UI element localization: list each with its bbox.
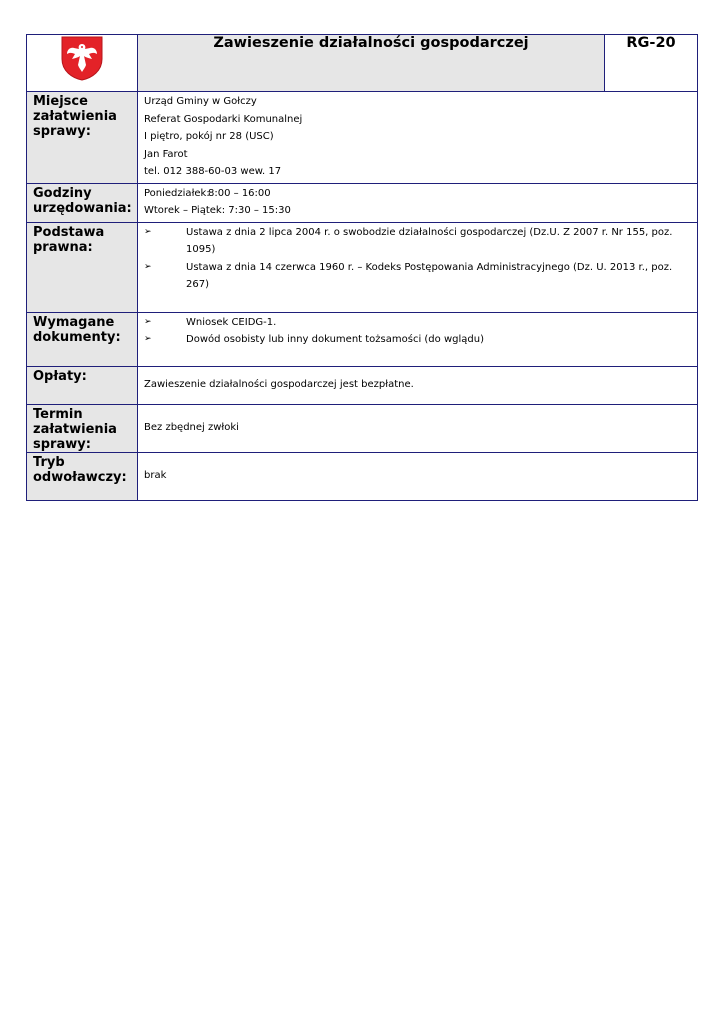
page-title: Zawieszenie działalności gospodarczej — [138, 35, 605, 92]
label-fees: Opłaty: — [27, 366, 138, 404]
hours-day-monday: Poniedziałek: — [144, 187, 210, 199]
legal-item-1: Ustawa z dnia 2 lipca 2004 r. o swobodzie działalności gospodarczej (Dz.U. Z 2007 r. Nr 155, poz. 1095) — [186, 226, 673, 255]
label-hours: Godziny urzędowania: — [27, 183, 138, 222]
procedure-code: RG-20 — [605, 35, 698, 92]
row-legal — [27, 222, 698, 312]
value-legal — [138, 222, 698, 312]
value-place — [138, 92, 698, 184]
row-documents — [27, 312, 698, 366]
arrow-bullet-icon: ➢ — [144, 261, 152, 272]
row-place — [27, 92, 698, 184]
arrow-bullet-icon: ➢ — [144, 316, 152, 327]
list-item — [144, 331, 691, 349]
document-item-2: Dowód osobisty lub inny dokument tożsamości (do wglądu) — [186, 334, 484, 345]
arrow-bullet-icon: ➢ — [144, 226, 152, 237]
list-item — [144, 224, 691, 259]
document-item-1: Wniosek CEIDG-1. — [186, 316, 277, 328]
hours-line-tue-fri: Wtorek – Piątek: 7:30 – 15:30 — [144, 205, 291, 216]
label-place: Miejsce załatwienia sprawy: — [27, 92, 138, 184]
logo-cell — [27, 35, 138, 92]
label-appeal: Tryb odwoławczy: — [27, 452, 138, 500]
hours-time-monday: 8:00 – 16:00 — [208, 187, 271, 199]
place-office: Urząd Gminy w Gołczy — [144, 96, 257, 107]
value-fees: Zawieszenie działalności gospodarczej jest bezpłatne. — [138, 366, 698, 404]
place-phone: tel. 012 388-60-03 wew. 17 — [144, 166, 282, 177]
row-appeal — [27, 452, 698, 500]
coat-of-arms-icon — [60, 35, 104, 81]
place-room: I piętro, pokój nr 28 (USC) — [144, 131, 274, 142]
row-hours — [27, 183, 698, 222]
list-item — [144, 259, 691, 294]
value-appeal: brak — [138, 452, 698, 500]
value-hours — [138, 183, 698, 222]
row-deadline — [27, 404, 698, 452]
arrow-bullet-icon: ➢ — [144, 334, 152, 344]
place-department: Referat Gospodarki Komunalnej — [144, 113, 303, 125]
list-item — [144, 314, 691, 332]
value-documents — [138, 312, 698, 366]
procedure-card — [26, 34, 698, 501]
value-deadline: Bez zbędnej zwłoki — [138, 404, 698, 452]
header-row — [27, 35, 698, 92]
row-fees — [27, 366, 698, 404]
place-person: Jan Farot — [144, 148, 188, 160]
label-deadline: Termin załatwienia sprawy: — [27, 404, 138, 452]
legal-item-2: Ustawa z dnia 14 czerwca 1960 r. – Kodeks Postępowania Administracyjnego (Dz. U. 2013 r., poz. 267) — [186, 261, 673, 290]
hours-line-monday — [144, 185, 691, 203]
label-legal: Podstawa prawna: — [27, 222, 138, 312]
label-documents: Wymagane dokumenty: — [27, 312, 138, 366]
